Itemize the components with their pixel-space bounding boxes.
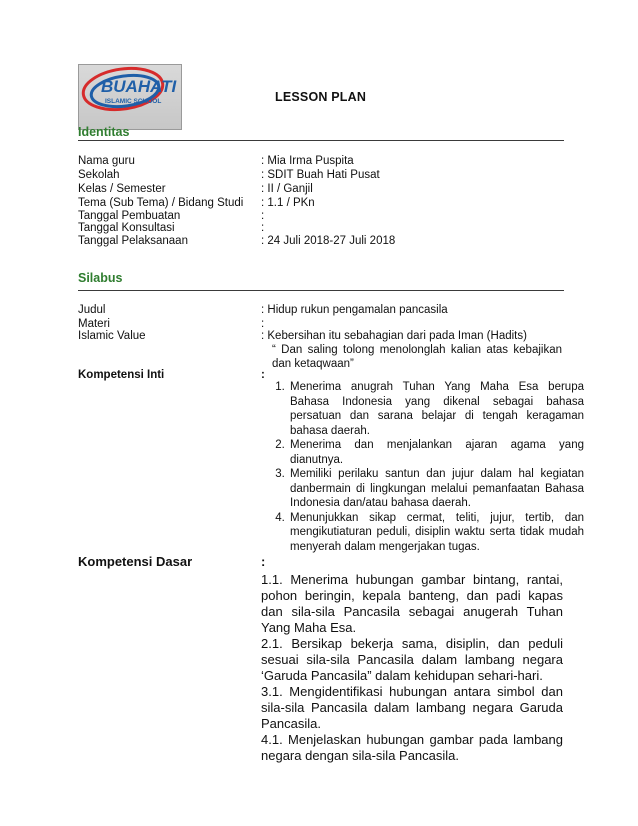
field-value: : II / Ganjil bbox=[261, 183, 313, 195]
list-item: 1. Menerima anugrah Tuhan Yang Maha Esa berupa Bahasa Indonesia yang dikenal sebagai bahasa persatuan dan sarana belajar di tengah keragaman bahasa daerah. bbox=[288, 380, 584, 438]
field-value: : bbox=[261, 210, 265, 222]
kompetensi-inti-list bbox=[268, 380, 584, 554]
field-value: : Mia Irma Puspita bbox=[261, 155, 354, 167]
identitas-divider bbox=[78, 140, 564, 141]
field-label: Tanggal Pelaksanaan bbox=[78, 235, 188, 247]
list-item: 4. Menunjukkan sikap cermat, teliti, jujur, tertib, dan mengikutiaturan peduli, disiplin waktu serta tidak mudah menyerah dalam mengerjakan tugas. bbox=[288, 511, 584, 555]
logo-wordmark: BUAHATI bbox=[101, 77, 177, 96]
kompetensi-dasar-list bbox=[261, 572, 563, 764]
list-item: 1.1. Menerima hubungan gambar bintang, rantai, pohon beringin, kepala banteng, dan padi kapas dan sila-sila Pancasila sebagai anugerah Tuhan Yang Maha Esa. bbox=[261, 572, 563, 635]
silabus-divider bbox=[78, 290, 564, 291]
logo-subtext: ISLAMIC SCHOOL bbox=[105, 98, 162, 105]
field-value: : 1.1 / PKn bbox=[261, 197, 315, 209]
kompetensi-inti-colon: : bbox=[261, 369, 265, 381]
field-value: : bbox=[261, 318, 265, 330]
field-label: Tanggal Pembuatan bbox=[78, 210, 181, 222]
field-value: : Hidup rukun pengamalan pancasila bbox=[261, 304, 448, 316]
page-title: LESSON PLAN bbox=[275, 90, 367, 104]
field-value: : SDIT Buah Hati Pusat bbox=[261, 169, 380, 181]
field-value: : bbox=[261, 222, 265, 234]
field-value: : Kebersihan itu sebahagian dari pada Iman (Hadits) bbox=[261, 330, 527, 342]
field-label: Islamic Value bbox=[78, 330, 146, 342]
silabus-heading: Silabus bbox=[78, 271, 123, 285]
identitas-heading: Identitas bbox=[78, 125, 130, 139]
field-label: Sekolah bbox=[78, 169, 120, 181]
kompetensi-inti-label: Kompetensi Inti bbox=[78, 369, 165, 381]
list-item: 2.1. Bersikap bekerja sama, disiplin, dan peduli sesuai sila-sila Pancasila dalam lambang negara ‘Garuda Pancasila” dalam kehidupan sehari-hari. bbox=[261, 636, 563, 683]
islamic-value-quote: “ Dan saling tolong menolonglah kalian atas kebajikan dan ketaqwaan” bbox=[272, 344, 562, 370]
logo-swoosh-icon bbox=[79, 65, 182, 130]
list-item: 2. Menerima dan menjalankan ajaran agama yang dianutnya. bbox=[288, 438, 584, 467]
field-label: Nama guru bbox=[78, 155, 135, 167]
kompetensi-dasar-label: Kompetensi Dasar bbox=[78, 554, 193, 569]
list-item: 4.1. Menjelaskan hubungan gambar pada lambang negara dengan sila-sila Pancasila. bbox=[261, 732, 563, 763]
field-value: : 24 Juli 2018-27 Juli 2018 bbox=[261, 235, 396, 247]
list-item: 3.1. Mengidentifikasi hubungan antara simbol dan sila-sila Pancasila dalam lambang negara Garuda Pancasila. bbox=[261, 684, 563, 731]
field-label: Tanggal Konsultasi bbox=[78, 222, 175, 234]
kompetensi-dasar-colon: : bbox=[261, 554, 266, 569]
field-label: Kelas / Semester bbox=[78, 183, 166, 195]
school-logo bbox=[78, 64, 182, 130]
field-label: Tema (Sub Tema) / Bidang Studi bbox=[78, 197, 244, 209]
field-label: Judul bbox=[78, 304, 106, 316]
field-label: Materi bbox=[78, 318, 110, 330]
list-item: 3. Memiliki perilaku santun dan jujur dalam hal kegiatan danbermain di lingkungan melalui pemanfaatan Bahasa Indonesia dan/atau bahasa daerah. bbox=[288, 467, 584, 511]
